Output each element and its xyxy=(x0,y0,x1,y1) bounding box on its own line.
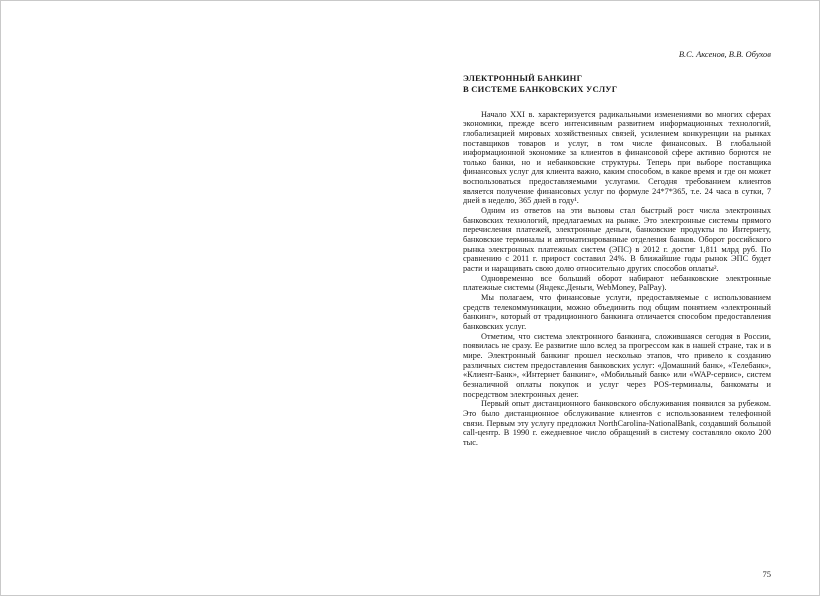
authors-line: В.С. Аксенов, В.В. Обухов xyxy=(678,49,771,59)
paragraph: Одновременно все больший оборот набирают небанковские электронные платежные системы (Яндекс.Деньги, WebMoney, PalPay). xyxy=(463,273,771,293)
paragraph: Первый опыт дистанционного банковского обслуживания появился за рубежом. Это было дистанционное обслуживание клиентов с использованием телефонной связи. Первым эту услугу предложил NorthCarolina-NationalBank, создавший большой call-центр. В 1990 г. ежедневное число обращений в систему составляло около 200 тыс. xyxy=(463,399,771,447)
paragraph: Отметим, что система электронного банкинга, сложившаяся сегодня в России, появилась не сразу. Ее развитие шло вслед за прогрессом как в нашей стране, так и в мире. Электронный банкинг прошел несколько этапов, что привело к созданию различных систем предоставления банковских услуг: «Домашний банк», «Телебанк», «Клиент-Банк», «Интернет банкинг», «Мобильный банк» или «WAP-сервис», систем безналичной оплаты покупок и услуг через POS-терминалы, банкоматы и посредством электронных денег. xyxy=(463,331,771,399)
page-number: 75 xyxy=(762,569,771,579)
article-title xyxy=(463,73,771,95)
article-body xyxy=(463,110,771,448)
paragraph: Начало XXI в. характеризуется радикальными изменениями во многих сферах экономики, прежде всего интенсивным развитием информационных технологий, глобализацией мировых хозяйственных связей, усилением конкуренции на рынках поставщиков товаров и услуг, в том числе финансовых. В глобальной информационной экономике за клиентов в финансовой сфере активно борются не только банки, но и небанковские структуры. Теперь при выборе поставщика финансовых услуг для клиента важно, каким способом, в какое время и где он может воспользоваться предоставляемыми услугами. Сегодня требованием клиентов является получение финансовых услуг по формуле 24*7*365, т.е. 24 часа в сутки, 7 дней в неделю, 365 дней в году¹. xyxy=(463,109,771,206)
text-column xyxy=(463,49,771,448)
paragraph: Одним из ответов на эти вызовы стал быстрый рост числа электронных банковских технологий, предлагаемых на рынке. Это электронные системы прямого перечисления платежей, электронные деньги, банковские продукты по Интернету, банковские терминалы и автоматизированные отделения банков. Оборот российского рынка электронных платежных систем (ЭПС) в 2012 г. достиг 1,811 млрд руб. По сравнению с 2011 г. прирост составил 24%. В ближайшие годы рынок ЭПС будет расти и наращивать свою долю относительно других способов оплаты². xyxy=(463,206,771,274)
paragraph: Мы полагаем, что финансовые услуги, предоставляемые с использованием средств телекоммуникации, можно объединить под общим понятием «электронный банкинг», который от традиционного банкинга отличается способом предоставления банковских услуг. xyxy=(463,293,771,331)
article-title-line1: ЭЛЕКТРОННЫЙ БАНКИНГ xyxy=(463,73,583,84)
article-title-line2: В СИСТЕМЕ БАНКОВСКИХ УСЛУГ xyxy=(463,84,618,95)
